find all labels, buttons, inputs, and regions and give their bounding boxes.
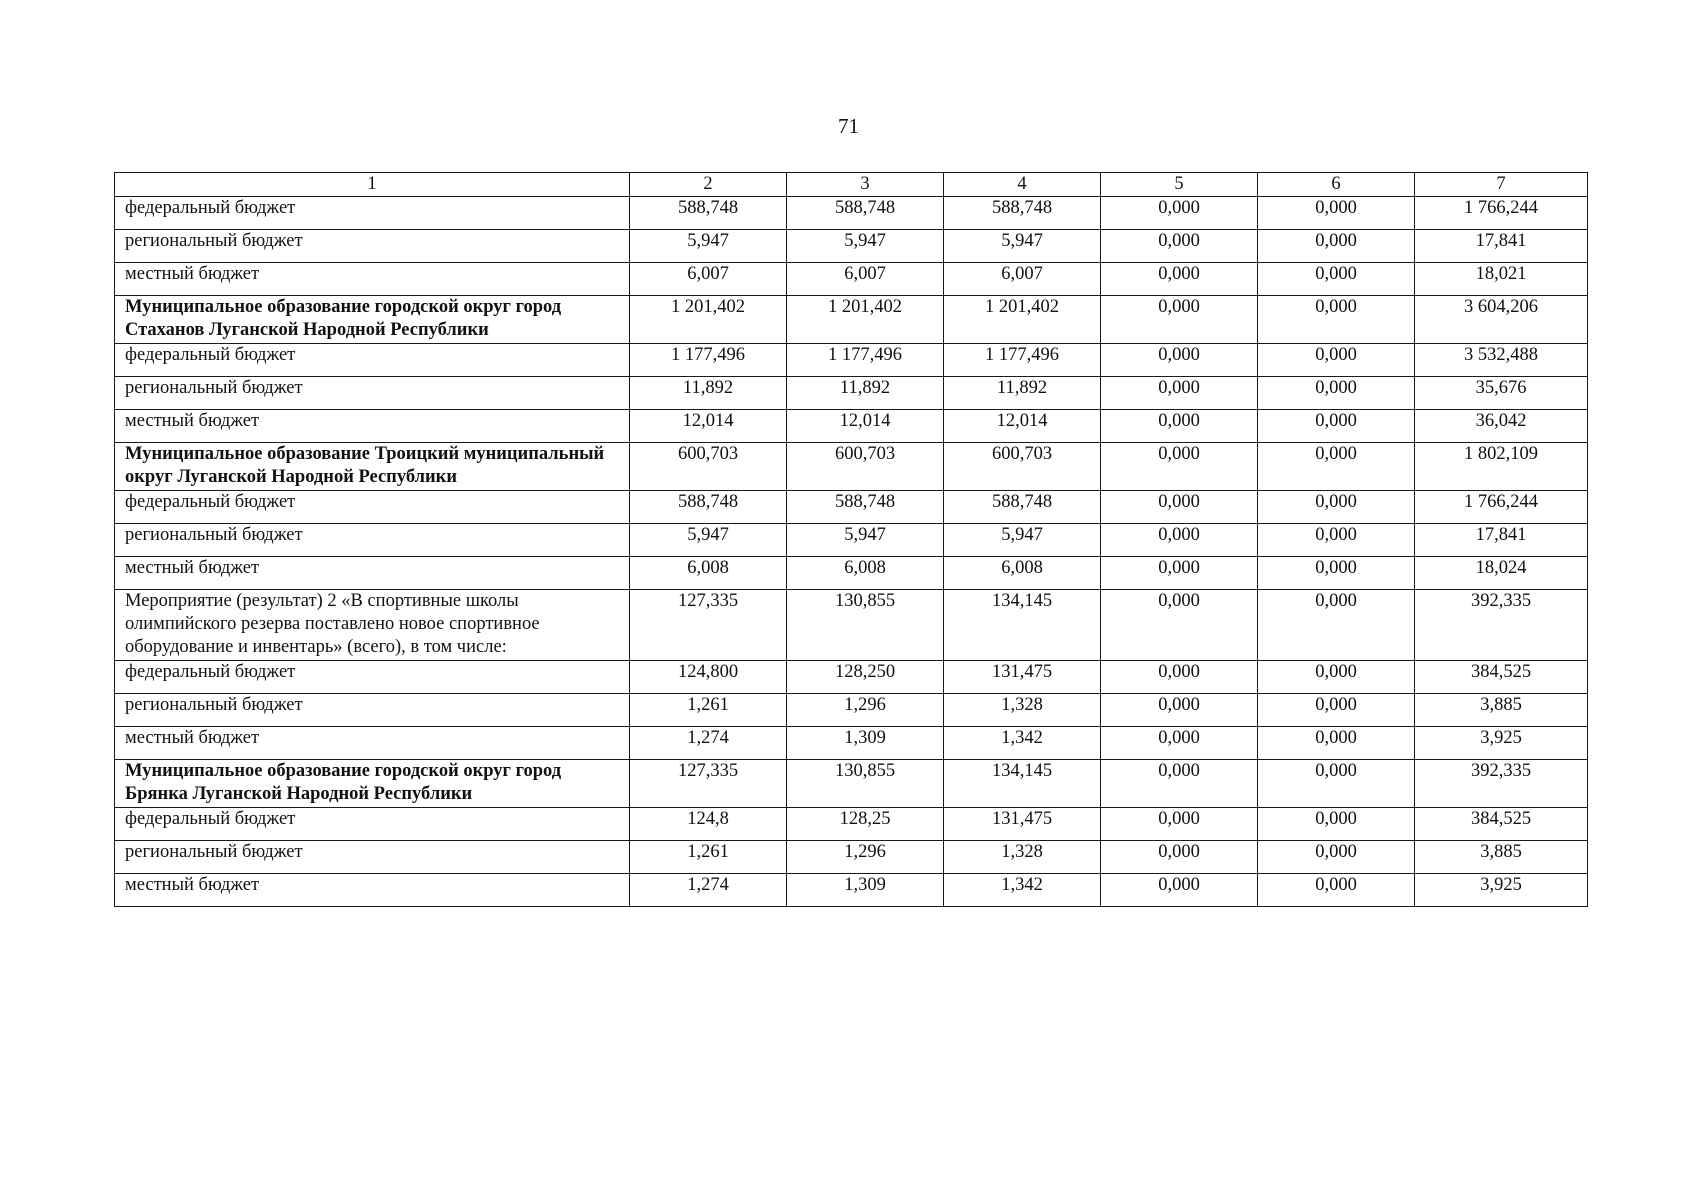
row-label: Муниципальное образование городской округ город Брянка Луганской Народной Республики <box>115 760 630 808</box>
value-cell: 0,000 <box>1258 727 1415 760</box>
value-cell: 11,892 <box>944 377 1101 410</box>
value-cell: 0,000 <box>1101 197 1258 230</box>
row-label: федеральный бюджет <box>115 808 630 841</box>
value-cell: 18,024 <box>1415 557 1588 590</box>
row-label: местный бюджет <box>115 263 630 296</box>
value-cell: 6,007 <box>944 263 1101 296</box>
value-cell: 0,000 <box>1258 557 1415 590</box>
value-cell: 1 201,402 <box>944 296 1101 344</box>
value-cell: 35,676 <box>1415 377 1588 410</box>
table-row <box>115 443 1588 491</box>
value-cell: 1,309 <box>787 874 944 907</box>
value-cell: 0,000 <box>1258 344 1415 377</box>
value-cell: 17,841 <box>1415 524 1588 557</box>
value-cell: 1,328 <box>944 694 1101 727</box>
value-cell: 18,021 <box>1415 263 1588 296</box>
value-cell: 0,000 <box>1258 808 1415 841</box>
value-cell: 600,703 <box>630 443 787 491</box>
value-cell: 0,000 <box>1258 230 1415 263</box>
column-header: 4 <box>944 173 1101 197</box>
value-cell: 0,000 <box>1258 443 1415 491</box>
value-cell: 588,748 <box>630 491 787 524</box>
value-cell: 0,000 <box>1258 874 1415 907</box>
value-cell: 0,000 <box>1101 230 1258 263</box>
value-cell: 1,274 <box>630 727 787 760</box>
value-cell: 134,145 <box>944 760 1101 808</box>
row-label: местный бюджет <box>115 557 630 590</box>
value-cell: 0,000 <box>1258 491 1415 524</box>
value-cell: 3,885 <box>1415 694 1588 727</box>
value-cell: 1,342 <box>944 727 1101 760</box>
budget-table <box>114 172 1588 907</box>
table-row <box>115 727 1588 760</box>
value-cell: 392,335 <box>1415 760 1588 808</box>
table-body <box>115 197 1588 907</box>
value-cell: 131,475 <box>944 808 1101 841</box>
value-cell: 3,925 <box>1415 874 1588 907</box>
value-cell: 588,748 <box>944 197 1101 230</box>
table-row <box>115 344 1588 377</box>
value-cell: 0,000 <box>1101 727 1258 760</box>
table-row <box>115 377 1588 410</box>
table-row <box>115 230 1588 263</box>
value-cell: 6,007 <box>630 263 787 296</box>
table-row <box>115 524 1588 557</box>
value-cell: 128,250 <box>787 661 944 694</box>
value-cell: 600,703 <box>944 443 1101 491</box>
value-cell: 0,000 <box>1101 557 1258 590</box>
value-cell: 1 766,244 <box>1415 197 1588 230</box>
row-label: региональный бюджет <box>115 377 630 410</box>
value-cell: 134,145 <box>944 590 1101 661</box>
value-cell: 6,008 <box>944 557 1101 590</box>
table-row <box>115 590 1588 661</box>
value-cell: 0,000 <box>1101 874 1258 907</box>
page-number: 71 <box>838 114 859 138</box>
value-cell: 588,748 <box>787 491 944 524</box>
value-cell: 11,892 <box>630 377 787 410</box>
row-label: Муниципальное образование Троицкий муниципальный округ Луганской Народной Республики <box>115 443 630 491</box>
value-cell: 1 201,402 <box>787 296 944 344</box>
value-cell: 3,925 <box>1415 727 1588 760</box>
value-cell: 1 766,244 <box>1415 491 1588 524</box>
value-cell: 384,525 <box>1415 808 1588 841</box>
value-cell: 124,800 <box>630 661 787 694</box>
value-cell: 130,855 <box>787 590 944 661</box>
value-cell: 5,947 <box>944 524 1101 557</box>
value-cell: 0,000 <box>1258 661 1415 694</box>
row-label: региональный бюджет <box>115 230 630 263</box>
value-cell: 1,296 <box>787 841 944 874</box>
value-cell: 6,008 <box>787 557 944 590</box>
column-header: 3 <box>787 173 944 197</box>
value-cell: 5,947 <box>630 230 787 263</box>
value-cell: 130,855 <box>787 760 944 808</box>
row-label: федеральный бюджет <box>115 344 630 377</box>
value-cell: 588,748 <box>787 197 944 230</box>
value-cell: 1 201,402 <box>630 296 787 344</box>
value-cell: 131,475 <box>944 661 1101 694</box>
value-cell: 0,000 <box>1258 377 1415 410</box>
table-row <box>115 296 1588 344</box>
value-cell: 0,000 <box>1101 491 1258 524</box>
value-cell: 6,007 <box>787 263 944 296</box>
value-cell: 128,25 <box>787 808 944 841</box>
value-cell: 0,000 <box>1101 344 1258 377</box>
value-cell: 6,008 <box>630 557 787 590</box>
value-cell: 0,000 <box>1258 263 1415 296</box>
value-cell: 3 532,488 <box>1415 344 1588 377</box>
column-header: 1 <box>115 173 630 197</box>
row-label: федеральный бюджет <box>115 661 630 694</box>
value-cell: 0,000 <box>1258 590 1415 661</box>
value-cell: 0,000 <box>1101 590 1258 661</box>
value-cell: 392,335 <box>1415 590 1588 661</box>
table-row <box>115 557 1588 590</box>
value-cell: 0,000 <box>1101 841 1258 874</box>
value-cell: 0,000 <box>1258 760 1415 808</box>
value-cell: 3,885 <box>1415 841 1588 874</box>
column-header: 2 <box>630 173 787 197</box>
table-row <box>115 841 1588 874</box>
column-header: 5 <box>1101 173 1258 197</box>
value-cell: 0,000 <box>1101 296 1258 344</box>
value-cell: 1,309 <box>787 727 944 760</box>
table-row <box>115 874 1588 907</box>
column-header: 6 <box>1258 173 1415 197</box>
table-row <box>115 760 1588 808</box>
table-row <box>115 808 1588 841</box>
row-label: местный бюджет <box>115 410 630 443</box>
value-cell: 0,000 <box>1258 197 1415 230</box>
value-cell: 0,000 <box>1101 443 1258 491</box>
table-row <box>115 263 1588 296</box>
value-cell: 127,335 <box>630 590 787 661</box>
row-label: Мероприятие (результат) 2 «В спортивные школы олимпийского резерва поставлено новое спортивное оборудование и инвентарь» (всего), в том числе: <box>115 590 630 661</box>
value-cell: 1 802,109 <box>1415 443 1588 491</box>
value-cell: 5,947 <box>630 524 787 557</box>
value-cell: 0,000 <box>1258 841 1415 874</box>
row-label: федеральный бюджет <box>115 491 630 524</box>
value-cell: 12,014 <box>630 410 787 443</box>
value-cell: 1,296 <box>787 694 944 727</box>
value-cell: 0,000 <box>1101 263 1258 296</box>
value-cell: 1,342 <box>944 874 1101 907</box>
value-cell: 127,335 <box>630 760 787 808</box>
value-cell: 384,525 <box>1415 661 1588 694</box>
value-cell: 0,000 <box>1258 296 1415 344</box>
value-cell: 1,274 <box>630 874 787 907</box>
value-cell: 0,000 <box>1258 410 1415 443</box>
value-cell: 1 177,496 <box>787 344 944 377</box>
value-cell: 1 177,496 <box>630 344 787 377</box>
table-row <box>115 410 1588 443</box>
value-cell: 36,042 <box>1415 410 1588 443</box>
value-cell: 588,748 <box>944 491 1101 524</box>
value-cell: 5,947 <box>787 524 944 557</box>
row-label: Муниципальное образование городской округ город Стаханов Луганской Народной Республики <box>115 296 630 344</box>
value-cell: 0,000 <box>1101 377 1258 410</box>
value-cell: 0,000 <box>1101 524 1258 557</box>
value-cell: 12,014 <box>944 410 1101 443</box>
table-row <box>115 491 1588 524</box>
row-label: региональный бюджет <box>115 841 630 874</box>
column-header: 7 <box>1415 173 1588 197</box>
table-row <box>115 197 1588 230</box>
value-cell: 1,261 <box>630 841 787 874</box>
value-cell: 0,000 <box>1101 410 1258 443</box>
value-cell: 1,328 <box>944 841 1101 874</box>
value-cell: 588,748 <box>630 197 787 230</box>
value-cell: 600,703 <box>787 443 944 491</box>
value-cell: 1,261 <box>630 694 787 727</box>
row-label: федеральный бюджет <box>115 197 630 230</box>
value-cell: 0,000 <box>1258 694 1415 727</box>
table-row <box>115 661 1588 694</box>
row-label: региональный бюджет <box>115 524 630 557</box>
row-label: региональный бюджет <box>115 694 630 727</box>
value-cell: 124,8 <box>630 808 787 841</box>
value-cell: 0,000 <box>1101 694 1258 727</box>
value-cell: 1 177,496 <box>944 344 1101 377</box>
row-label: местный бюджет <box>115 727 630 760</box>
value-cell: 17,841 <box>1415 230 1588 263</box>
row-label: местный бюджет <box>115 874 630 907</box>
table-header <box>115 173 1588 197</box>
value-cell: 0,000 <box>1258 524 1415 557</box>
table-row <box>115 694 1588 727</box>
value-cell: 0,000 <box>1101 760 1258 808</box>
value-cell: 0,000 <box>1101 808 1258 841</box>
value-cell: 5,947 <box>787 230 944 263</box>
value-cell: 3 604,206 <box>1415 296 1588 344</box>
value-cell: 12,014 <box>787 410 944 443</box>
value-cell: 5,947 <box>944 230 1101 263</box>
value-cell: 11,892 <box>787 377 944 410</box>
value-cell: 0,000 <box>1101 661 1258 694</box>
header-row <box>115 173 1588 197</box>
